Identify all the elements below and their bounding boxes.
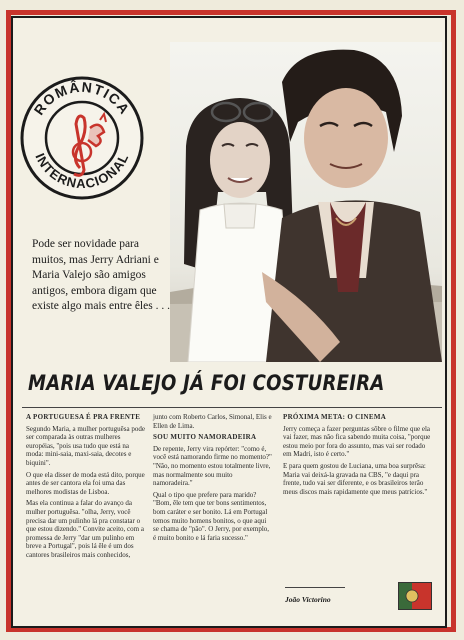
- column-2-paragraph-2: De repente, Jerry vira repórter: "como é, você está namorando firme no momento?" "Não, no momento estou totalmente livre, mas normalmente sou muito namoradeira.": [153, 444, 272, 488]
- column-1-paragraph-1: Segundo Maria, a mulher portuguêsa pode ser comparada às outras mulheres européias, "pois usa tudo que está na moda: mini-saia, maxi-saia, decotes e biquini".: [26, 424, 145, 467]
- column-1-paragraph-2: O que ela disser de moda está dito, porque antes de ser cantora ela foi uma das melhores modistas de Lisboa.: [26, 470, 145, 496]
- article-column-2: [153, 413, 273, 545]
- byline-rule: [285, 587, 345, 588]
- column-2-paragraph-1: junto com Roberto Carlos, Simonal, Elis e Ellen de Lima.: [153, 413, 272, 430]
- article-column-3: [283, 413, 431, 499]
- column-3-heading: PRÓXIMA META: O CINEMA: [283, 413, 387, 421]
- headline-rule: [22, 407, 442, 408]
- couple-photo: [170, 42, 442, 362]
- article-column-1: [26, 413, 148, 563]
- column-3-paragraph-2: E para quem gostou de Luciana, uma boa surprêsa: Maria vai deixá-la gravada na CBS, "e daqui pra frente, tudo vai ser diferente, e os brasileiros terão meus discos mais rapidamente que meus patrícios.": [283, 461, 428, 496]
- column-1-heading: A PORTUGUESA É PRA FRENTE: [26, 413, 141, 421]
- byline: João Victorino: [285, 595, 331, 604]
- column-2-paragraph-3: Qual o tipo que prefere para marido? "Bom, êle tem que ter bons sentimentos, bom caráter e ser bonito. Lá em Portugal temos muito homens bonitos, o que aqui se chama de "pão". O Jerry, por exemplo, é muito bonito e lá faria sucesso.": [153, 490, 270, 542]
- intro-text: Pode ser novidade para muitos, mas Jerry Adriani e Maria Valejo são amigos antigos, embora digam que existe algo mais entre êles . . .: [32, 238, 170, 312]
- headline: MARIA VALEJO JÁ FOI COSTUREIRA: [28, 371, 385, 395]
- photo-illustration: [170, 42, 442, 362]
- column-2-heading: SOU MUITO NAMORADEIRA: [153, 433, 257, 442]
- svg-text:ROMÂNTICA: ROMÂNTICA: [30, 78, 134, 118]
- svg-text:INTERNACIONAL: INTERNACIONAL: [32, 150, 132, 192]
- column-3-paragraph-1: Jerry começa a fazer perguntas sôbre o filme que ela vai fazer, mas não fica sabendo muita coisa, "porque estou meio por fora do assunto, mas vai ser rodado em Madri, isto é certo.": [283, 424, 431, 459]
- romantica-internacional-emblem: [18, 74, 146, 202]
- column-1-paragraph-3: Mas ela continua a falar do avanço da mulher portuguêsa. "olha, Jerry, você precisa dar um pulinho lá pra constatar o que estou dizendo." Convite aceito, com a promessa de Jerry "dar um pulinho em breve a Portugal", pois lá êle é um dos cantores brasileiros mais conhecidos,: [26, 499, 144, 559]
- portugal-flag-icon: [398, 582, 432, 610]
